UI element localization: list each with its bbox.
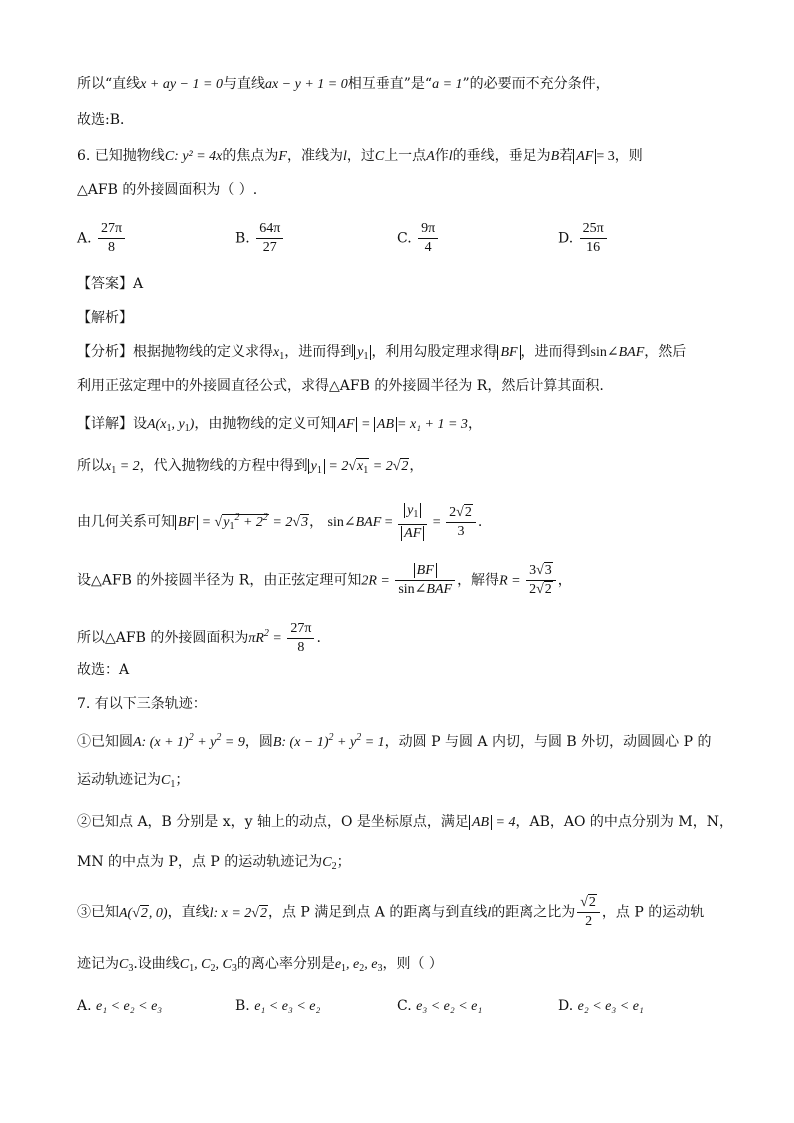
text: ，过 [346,148,375,164]
text: 所以 [77,458,105,474]
math: = 3 [596,149,615,164]
math: $C_3$ [119,957,134,974]
question-7-item-1 [77,728,712,753]
equation: x + ay − 1 = 0 [140,77,223,92]
numerator: 64π [256,220,283,239]
denominator: 4 [424,240,432,255]
text: ”的必要而不充分条件， [462,76,610,92]
fraction: $\frac{3√3}{2√2}$ [526,562,556,599]
math: $C_1$, $C_2$, $C_3$ [179,957,237,974]
math: B [550,149,560,164]
text: 上一点 [384,148,427,164]
question-7-item-2 [77,812,733,833]
text: ，利用勾股定理求得 [371,344,498,360]
option-d [558,220,609,257]
math: AF [573,149,596,164]
fraction [418,220,438,257]
fraction: $\frac{2√2}{3}$ [446,504,476,541]
text: ，解得 [457,572,500,589]
denominator: 16 [586,240,601,255]
math: C [164,149,175,164]
option-b [235,220,285,257]
question-7-item-1-line2 [77,770,189,795]
math: F [278,149,287,164]
math: $e_1$, $e_2$, $e_3$ [334,957,383,974]
analysis-line-1 [77,342,686,367]
text: 设△AFB 的外接圆半径为 R，由正弦定理可知 [77,572,362,589]
math: $C_1$ [161,773,176,790]
detail-line-5 [77,616,321,657]
numerator: 9π [418,220,438,239]
detail-tag: 【详解】 [77,416,133,432]
math: $y_1$ [354,345,371,360]
fraction: $\frac{y_1}{AF}$ [398,502,427,543]
fraction: $\frac{√2}{2}$ [577,894,600,931]
math: $A(x_1$, $y_1$) [147,417,195,434]
option-a [77,998,162,1015]
text: 若 [559,148,574,164]
text: ，动圆 P 与圆 A 内切，与圆 B 外切，动圆圆心 P 的 [384,734,712,750]
math: sin∠BAF [590,345,645,360]
text: 设 [133,416,147,432]
text: 所以“直线 [77,76,141,92]
math: $y_1 = 2√x_1 = 2√2$ [308,459,410,474]
numerator: 25π [580,220,607,239]
text: . [316,630,321,646]
math: 2R = [361,573,394,589]
question-number: 6. 已知抛物线 [77,148,165,164]
option-label: D. [558,998,574,1014]
option-text: e₁ < e₂ < e₃ [96,999,163,1014]
numerator: 27π [98,220,125,239]
option-text: e₃ < e₂ < e₁ [416,999,483,1014]
text: ，AB，AO 的中点分别为 M，N， [515,814,733,830]
text: 与直线 [222,76,265,92]
fraction: $\frac{27\pi}{8}$ [287,620,314,657]
answer-line [77,274,143,294]
text: ； [175,772,190,788]
math: BF = $√y_1^2 + 2^2 = 2√3$ [175,515,309,530]
math: C [374,149,385,164]
math: l [487,905,492,921]
text: 的焦点为 [222,148,279,164]
math: A: $(x + 1)^2 + y^2 = 9$ [133,732,245,750]
text: ； [336,854,351,870]
text: 的距离之比为 [491,904,576,921]
text: ， [409,458,424,474]
text: 的离心率分别是 [236,956,335,972]
fenxi-tag: 【分析】 [77,344,133,360]
text: ①已知圆 [77,734,133,750]
math: $x_1$ [273,345,285,362]
denominator: 27 [262,240,277,255]
text: 迹记为 [77,956,119,972]
fraction [580,220,607,257]
option-label: A. [77,230,92,247]
detail-line-4 [77,562,572,600]
parabola-equation: : y² = 4x [174,149,223,164]
question-7-item-2-line2 [77,852,351,877]
option-label: C. [397,998,412,1014]
math: A(√2, 0) [119,905,168,921]
math: A [426,149,435,164]
option-label: B. [235,998,250,1014]
math: l [342,149,347,164]
answer-tag: 【答案】 [77,276,133,292]
detail-line-3: 由几何关系可知 BF = $√y_1^2 + 2^2 = 2√3$， sin∠BAF = $\frac{y_1}{AF}$ = $\frac{2√2}{3}$ . [77,502,483,541]
text: ，圆 [244,734,273,750]
question-6-stem [77,146,643,167]
text: ， [557,572,572,589]
text: ②已知点 A，B 分别是 x，y 轴上的动点，O 是坐标原点，满足 [77,814,469,830]
text: ，然后 [644,344,687,360]
text: 的垂线，垂足为 [452,148,551,164]
text: 作 [434,148,449,164]
text: ，进而得到 [520,344,591,360]
math: $C_2$ [322,855,337,872]
text: MN 的中点为 P，点 P 的运动轨迹记为 [77,854,323,870]
text: ，由抛物线的定义可知 [194,416,335,432]
option-a [77,220,127,257]
option-d [558,998,644,1015]
equation: a = 1 [432,77,463,92]
math: l [448,149,453,164]
math: l: x = 2√2 [209,905,267,921]
text: ， [467,416,482,432]
fraction: $\frac{BF}{\text{sin∠BAF}}$ [395,562,455,599]
math: = x₁ + 1 = 3 [397,417,468,432]
question-7-item-3-line2 [77,954,443,979]
text: 相互垂直”是“ [347,76,433,92]
math: BF [497,345,520,360]
analysis-tag: 【解析】 [77,310,133,326]
question-7-item-3 [77,894,704,932]
option-label: A. [77,998,92,1014]
answer-value: A [133,276,144,292]
text: ，进而得到 [284,344,355,360]
choose-a-line: 故选：A [77,662,130,678]
option-text: e₁ < e₃ < e₂ [254,999,321,1014]
option-label: B. [235,230,250,247]
option-c [397,998,482,1015]
text: ③已知 [77,904,119,921]
question-6-stem-line2: △AFB 的外接圆面积为（ ）. [77,182,258,198]
detail-line-2 [77,456,423,481]
math: = [429,515,445,530]
math: sin∠BAF = [327,515,397,530]
text: ，点 P 满足到点 A 的距离与到直线 [267,904,488,921]
text: ，则（ ） [382,956,443,972]
math: B: $(x - 1)^2 + y^2 = 1$ [272,732,385,750]
option-label: D. [558,230,574,247]
choose-b-line: 故选:B． [77,112,135,128]
option-text: e₂ < e₃ < e₁ [577,999,644,1014]
detail-line-1 [77,414,482,439]
math: R = [499,573,525,589]
text: ，则 [614,148,643,164]
math: AF = AB [334,417,397,432]
text: ，准线为 [286,148,343,164]
math: AB = 4 [469,815,516,830]
text: 由几何关系可知 [77,514,175,530]
analysis-line-2: 利用正弦定理中的外接圆直径公式，求得△AFB 的外接圆半径为 R，然后计算其面积. [77,378,604,394]
equation: ax − y + 1 = 0 [264,77,348,92]
option-label: C. [397,230,412,247]
fraction [256,220,283,257]
text: 根据抛物线的定义求得 [133,344,273,360]
text: ，直线 [167,904,210,921]
text: ，代入抛物线的方程中得到 [139,458,308,474]
text: .设曲线 [133,956,180,972]
text: 所以△AFB 的外接圆面积为 [77,630,249,646]
math: $\pi R^2$ = [248,628,286,646]
fraction [98,220,125,257]
option-b [235,998,320,1015]
conclusion-line [77,74,610,95]
question-7-stem: 7. 有以下三条轨迹： [77,696,207,712]
option-c [397,220,440,257]
text: 运动轨迹记为 [77,772,161,788]
denominator: 8 [108,240,116,255]
text: ，点 P 的运动轨 [601,904,705,921]
math: $x_1 = 2$ [105,459,140,476]
